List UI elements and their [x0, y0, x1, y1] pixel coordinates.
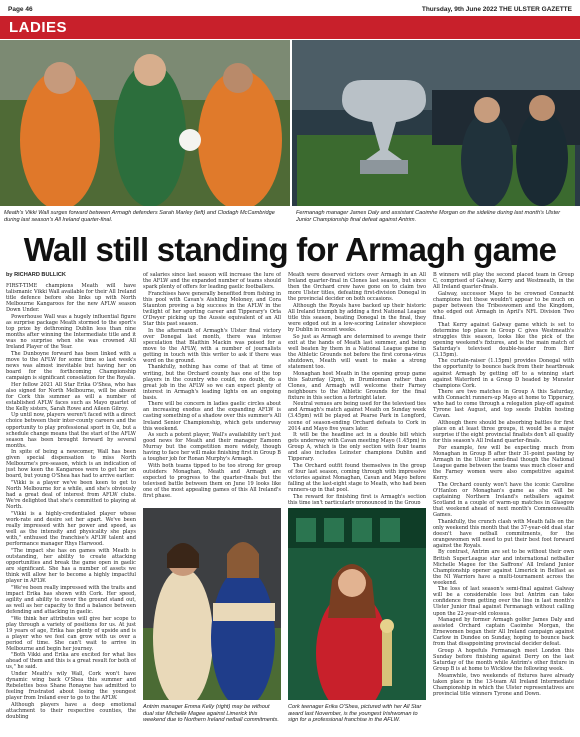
paragraph: Neutral venues are being used for the televised ties and Armagh's match against Meath on Sunday week (3.45pm) will be played at Pearse Park in Longford, scene of season-ending Orchard defeats to Cork in 2014 and Mayo five years later. — [288, 401, 426, 432]
article-column-4 — [433, 272, 574, 732]
paragraph: Meath were deserved victors over Armagh in an All Ireland quarter-final in Clones last season, but since then the Orchard crew have gone on to claim two more Ulster titles, defeating first-division Donegal in the provincial decider on both occasions. — [288, 272, 426, 303]
paragraph: of salaries since last season will increase the lure of the AFLW and the expanded number of teams should spark plenty of offers for leading gaelic footballers. — [143, 272, 281, 291]
paragraph: That Kerry against Galway game which is set to determine top place in Group C gives Westmeath's struggles this season, looks like the pick of the opening weekend's fixtures, and is the main match of Saturday's televised double-header from Birr (3.15pm). — [433, 321, 574, 358]
section-label: LADIES — [9, 19, 68, 36]
caption-top-right: Fermanagh manager James Daly and assistant Caoimhe Morgan on the sideline during last month's Ulster Junior Championship final defeat against Antrim. — [296, 210, 561, 223]
paragraph: Thankfully, nothing has come of that at time of writing, but the Orchard county has one of the top players in the country who could, no doubt, do a great job in the AFLW so we can expect plenty of interest in Armagh's leading lights on an ongoing basis. — [143, 364, 281, 401]
article-column-2 — [143, 272, 281, 504]
paragraph: "Vikki is a highly-credentialed player whose work-rate and desire set her apart. We've been really impressed with her power and speed, as well as the intensity and physicality she plays with," enthused the franchise's AFLW talent and performance manager Rhys Harwood. — [6, 510, 136, 548]
article-headline: Wall still standing for Armagh game — [23, 231, 557, 268]
paragraph: The Orchard outfit found themselves in the group of four last season, coming through with impressive victories against Monaghan, Cavan and Mayo before falling at the last-eight stage to Meath, who had been runners-up in that pool. — [288, 463, 426, 494]
paragraph: "Vikki is a player we've been keen to get to North Melbourne for a while, and she's obviously had a great deal of interest from AFLW clubs. We're delighted that she's committed to playing at North. — [6, 480, 136, 511]
paragraph: As such a potent player, Wall's availability isn't just good news for Meath and their manager Eamonn Murray but the competition more widely, though having to face her will make finishing first in Group B a tougher job for Ronan Murphy's Armagh. — [143, 432, 281, 463]
page-number: Page 46 — [8, 6, 33, 13]
paragraph: The curtain-raiser (1.15pm) provides Donegal with the opportunity to bounce back from their heartbreak against Armagh by getting off to a winning start against Waterford in a Group D headed by Munster champions Cork. — [433, 358, 574, 389]
photo-erika-oshea — [288, 508, 426, 700]
paragraph: Group A hopefuls Fermanagh meet London this Sunday before finishing against Derry on the last Saturday of the month while Antrim's other fixture in Group B is at home to Wicklow the following week. — [433, 647, 574, 673]
page-header — [8, 4, 572, 15]
paragraph: Although the Royals have backed up their historic All Ireland triumph by adding a first National League title this season, beating Donegal in the final, they were edged out in a low-scoring Leinster showpiece by Dublin in recent weeks. — [288, 302, 426, 334]
paragraph: There are two matches in Group A this Saturday, with Connacht runners-up Mayo at home to Tipperary, who had to come through a relegation play-off against Tyrone last August, and top seeds Dublin hosting Cavan. — [433, 389, 574, 420]
paragraph: So just as Armagh are determined to avenge their exit at the hands of Meath last summer, and being well beaten by them in a National League game in the Athletic Grounds not before the first corona-virus shutdown, Meath will want to make a strong statement too. — [288, 333, 426, 370]
paragraph: With both teams tipped to be too strong for group outsiders Monaghan, Meath and Armagh are expected to progress to the quarter-finals but the televised battle between them on June 19 looks like one of the most appealing games of this All Ireland's first phase. — [143, 463, 281, 500]
paragraph: Meanwhile, two weekends of fixtures have already taken place in the 13-team All Ireland Intermediate Championship in which the Ulster representatives are provincial title winners Tyrone and Down. — [433, 672, 574, 697]
publication-date: Thursday, 9th June 2022 THE ULSTER GAZETTE — [421, 6, 572, 13]
caption-bottom-right: Cork teenager Erika O'Shea, pictured with her All Star award last November, is the youngest Irishwoman to sign for a professional franchise in the AFLW. — [288, 704, 422, 724]
caption-top-left: Meath's Vikki Wall surges forward between Armagh defenders Sarah Marley (left) and Clodagh McCambridge during last season's All Ireland quarter-final. — [4, 210, 275, 223]
paragraph: "The impact she has on games with Meath is outstanding, her ability to create attacking opportunities and break the game open in gaelic are significant. She has a number of assets we think will allow her to become a highly impactful player in AFLW. — [6, 547, 136, 585]
paragraph: In the aftermath of Armagh's Ulster final victory over Donegal last month, there was intense speculation that Blaithin Mackin was poised for a move to the AFLW, with a number of journalists getting in touch with this writer to ask if there was word on the ground. — [143, 327, 281, 364]
paragraph: Powerhouse Wall was a hugely influential figure as surprise package Meath stormed to the sport's top prize by dethroning Dublin less than nine months after winning the Intermediate title and it was no surprise when she was crowned All Ireland Player of the Year. — [6, 313, 136, 351]
paragraph: There will be concern in ladies gaelic circles about an increasing exodus and the expanding AFLW is casting something of a shadow over this summer's All Ireland Senior Championship, which gets underway this weekend. — [143, 401, 281, 432]
paragraph: In spite of being a newcomer, Wall has been given special dispensation to miss North Melbourne's pre-season, which is an indication of just how keen the Kangaroos were to get her on board, but young O'Shea has had to arrive earlier. — [6, 449, 136, 480]
article-column-3 — [288, 272, 426, 504]
caption-bottom-left: Antrim manager Emma Kelly (right) may be without dual star Michelle Magee against Limerick this weekend due to Northern Ireland netball commitments. — [143, 704, 279, 724]
section-banner — [0, 16, 580, 39]
paragraph: Franchises have generally benefited from fishing in this pool with Cavan's Aishling Moloney, and Cora Staunton proving a big success in the AFLW in the twilight of her sporting career and Tipperary's Orla O'Dwyer picking up the Aussie equivalent of an All Star this past season. — [143, 290, 281, 327]
photo-meath-vs-armagh — [0, 40, 290, 206]
paragraph: Her fellow 2021 All Star Erika O'Shea, who has also signed for North Melbourne, will be absent for Cork this summer as will a number of established AFLW faces such as Mayo quartet of the Kelly sisters, Sarah Rowe and Aileen Gilroy. — [6, 381, 136, 412]
paragraph: The Dunboyne forward has been linked with a move to the AFLW for some time so last week's news was almost inevitable but having her on board for the forthcoming Championship campaign is significant consolation for the Royals. — [6, 350, 136, 381]
paragraph: "We think her attributes will give her scope to play through a variety of positions for us. At just 19 years of age, Erika has plenty of upside and is a player who we feel can grow with us over a period of time. She can't wait to arrive in Melbourne and begin her journey. — [6, 615, 136, 652]
paragraph: For example, few will be expecting much from Monaghan in Group B after their 31-point pasting by Armagh in the Ulster semi-final though the National League game between the teams was much closer and the Farney women were also competitive against Kerry. — [433, 444, 574, 482]
paragraph: Monaghan host Meath in the opening group game this Saturday (2pm), in Drumlonnan rather than Clones, and Armagh will welcome their Farney neighbours to the Athletic Grounds for the final fixture in this section a fortnight later. — [288, 370, 426, 401]
paragraph: The Orchard county won't have the iconic Caroline O'Hanlon or Monaghan's game as she will be captaining Northern Ireland's netballers against Scotland in a couple of warm-up matches in Glasgow that weekend ahead of next month's Commonwealth Games. — [433, 481, 574, 518]
photo-antrim-manager — [143, 508, 281, 700]
paragraph: Although players have a deep emotional attachment to their respective counties, the doubling — [6, 701, 136, 721]
paragraph: It will be the headline act in a double bill which gets underway with Cavan meeting Mayo (1.45pm) in Group A, which is the only section with four teams and also includes Leinster champions Dublin and Tipperary. — [288, 432, 426, 463]
paragraph: "We've been really impressed with the traits and impact Erika has shown with Cork. Her speed, agility and ability to cover the ground stand out, as well as her capacity to find a balance between defending and attacking in gaelic. — [6, 584, 136, 615]
photo-fermanagh-sideline — [292, 40, 580, 206]
paragraph: Galway, successor Mayo to be crowned Connacht champions but these wouldn't appear to be much on paper between the Tribeswomen and the Kingdom, who edged out Armagh in April's NFL Division Two final. — [433, 290, 574, 321]
paragraph: FIRST-TIME champions Meath will have talismanic Vikki Wall available for their All Ireland title defence before she links up with North Melbourne Kangaroos for the new AFLW season Down Under. — [6, 283, 136, 314]
paragraph: By contrast, Antrim are set to be without their own British SuperLeague star and international netballer Michelle Magee for the Saffrons' All Ireland Junior Championship opener against Limerick in Belfast as the NI Warriors have a multi-tournament across the weekend. — [433, 549, 574, 586]
paragraph: The reward for finishing first is Armagh's section this time isn't particularly pronounced in the Group — [288, 493, 426, 504]
article-column-1 — [6, 272, 136, 732]
paragraph: Although there should be absorbing battles for first place on at least three groups, it would be a major surprise if the eight provincial finalists don't all qualify for this season's All Ireland quarter-finals. — [433, 420, 574, 445]
paragraph: "Both Vikki and Erika are excited for what lies ahead of them and this is a great result for both of us," he said. — [6, 652, 136, 671]
paragraph: Up until now, players weren't faced with a direct choice between their inter-county careers and the opportunity to play professional sport in Oz, but a schedule change means that the start of the AFLW season has been brought forward by several months. — [6, 412, 136, 449]
paragraph: Managed by former Armagh golfer James Daly and assisted Orchard captain Caoimhe Morgan, the Ernewomen began their All Ireland campaign against Carlow in Dundee on Sunday, hoping to bounce back from that disappointing provincial decider defeat. — [433, 617, 574, 648]
paragraph: Thankfully, the crunch clash with Meath falls on the only weekend this month that the 37-year-old dual star doesn't have netball commitments, for the orangewomen will need to put their best foot forward against the Royals. — [433, 518, 574, 549]
paragraph: Under Meath's wily Wall, Cork won't have dynamic wing back O'Shea this summer and Rebelettes boss Shane Ronayne has admitted to feeling frustrated about losing the youngest player from Ireland ever to go to the AFLW. — [6, 671, 136, 702]
byline: by RICHARD BULLICK — [6, 272, 66, 278]
paragraph: B winners will play the second placed team in Group C, comprised of Galway, Kerry and Westmeath, in the All Ireland quarter-finals. — [433, 272, 574, 291]
paragraph: The loss of last season's semi-final against Galway will be a considerable loss but Antrim can take confidence from getting over the line in last month's Ulster Junior final against Fermanagh without calling upon the 22-year-old colossus. — [433, 586, 574, 617]
